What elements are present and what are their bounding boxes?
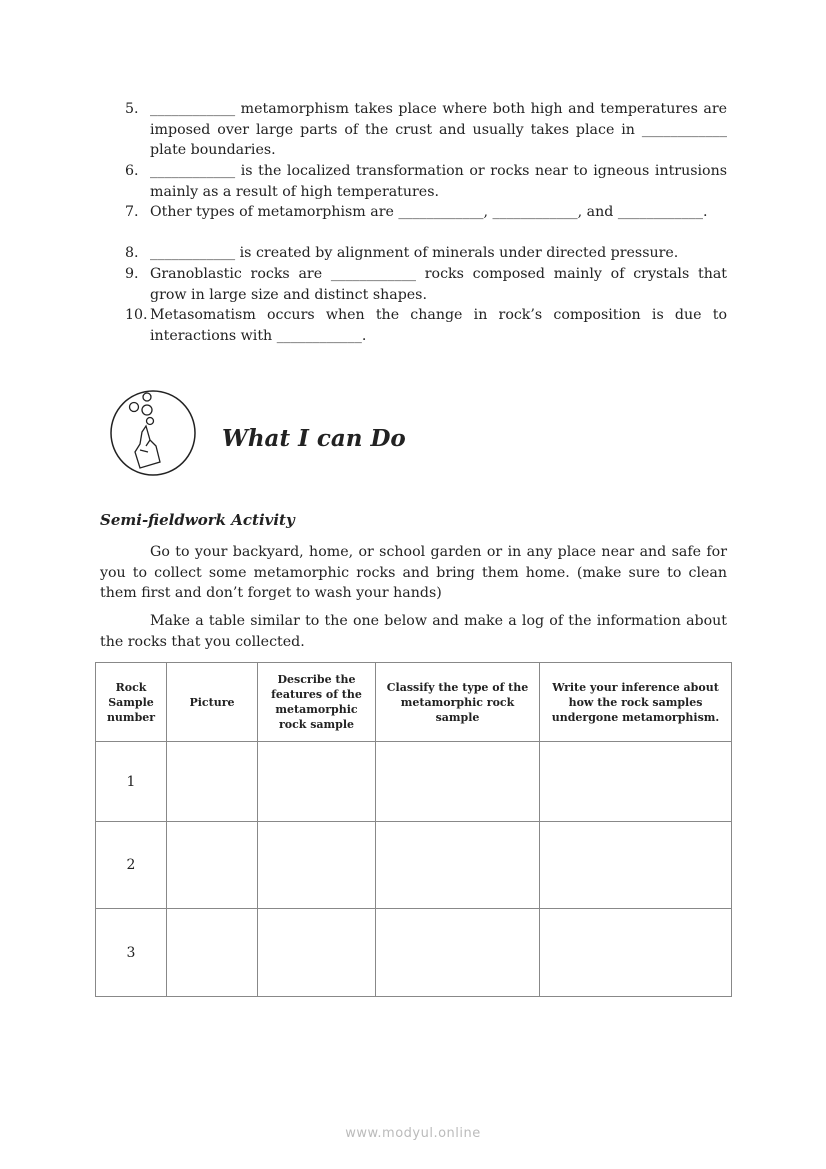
row-number: 1 — [96, 742, 167, 822]
rock-log-table — [95, 662, 732, 997]
cell — [258, 742, 376, 822]
question-10: 10. Metasomatism occurs when the change in rock’s composition is due to interactions with ____________. — [125, 307, 727, 344]
header-picture: Picture — [167, 663, 258, 742]
cell — [376, 742, 540, 822]
question-6: 6. ____________ is the localized transformation or rocks near to igneous intrusions mainly as a result of high temperatures. — [125, 163, 727, 200]
header-classify-type: Classify the type of the metamorphic rock sample — [376, 663, 540, 742]
header-inference: Write your inference about how the rock samples undergone metamorphism. — [540, 663, 732, 742]
cell — [540, 909, 732, 997]
activity-title: Semi-fieldwork Activity — [100, 511, 295, 529]
question-7: 7. Other types of metamorphism are ____________, ____________, and ____________. — [125, 204, 708, 220]
instruction-paragraph: Go to your backyard, home, or school garden or in any place near and safe for you to collect some metamorphic rocks and bring them home. (make sure to clean them first and don’t forget to wash your hands) — [100, 544, 727, 602]
header-rock-sample-number: Rock Sample number — [96, 663, 167, 742]
cell — [540, 742, 732, 822]
cell — [376, 822, 540, 909]
question-8: 8. ____________ is created by alignment of minerals under directed pressure. — [125, 245, 679, 261]
row-number: 3 — [96, 909, 167, 997]
cell — [167, 822, 258, 909]
section-title: What I can Do — [222, 425, 406, 452]
cell — [167, 909, 258, 997]
table-row — [96, 909, 732, 997]
instruction-paragraph: Make a table similar to the one below and make a log of the information about the rocks that you collected. — [100, 613, 727, 650]
header-describe-features: Describe the features of the metamorphic rock sample — [258, 663, 376, 742]
cell — [167, 742, 258, 822]
hand-gears-icon — [110, 390, 198, 478]
cell — [258, 909, 376, 997]
row-number: 2 — [96, 822, 167, 909]
table-row — [96, 822, 732, 909]
footer-watermark: www.modyul.online — [345, 1126, 481, 1141]
cell — [540, 822, 732, 909]
cell — [258, 822, 376, 909]
table-row — [96, 742, 732, 822]
table-header-row — [96, 663, 732, 742]
question-5: 5. ____________ metamorphism takes place where both high and temperatures are imposed over large parts of the crust and usually takes place in ____________ plate boundaries. — [125, 101, 727, 159]
cell — [376, 909, 540, 997]
question-9: 9. Granoblastic rocks are ____________ rocks composed mainly of crystals that grow in large size and distinct shapes. — [125, 266, 727, 303]
